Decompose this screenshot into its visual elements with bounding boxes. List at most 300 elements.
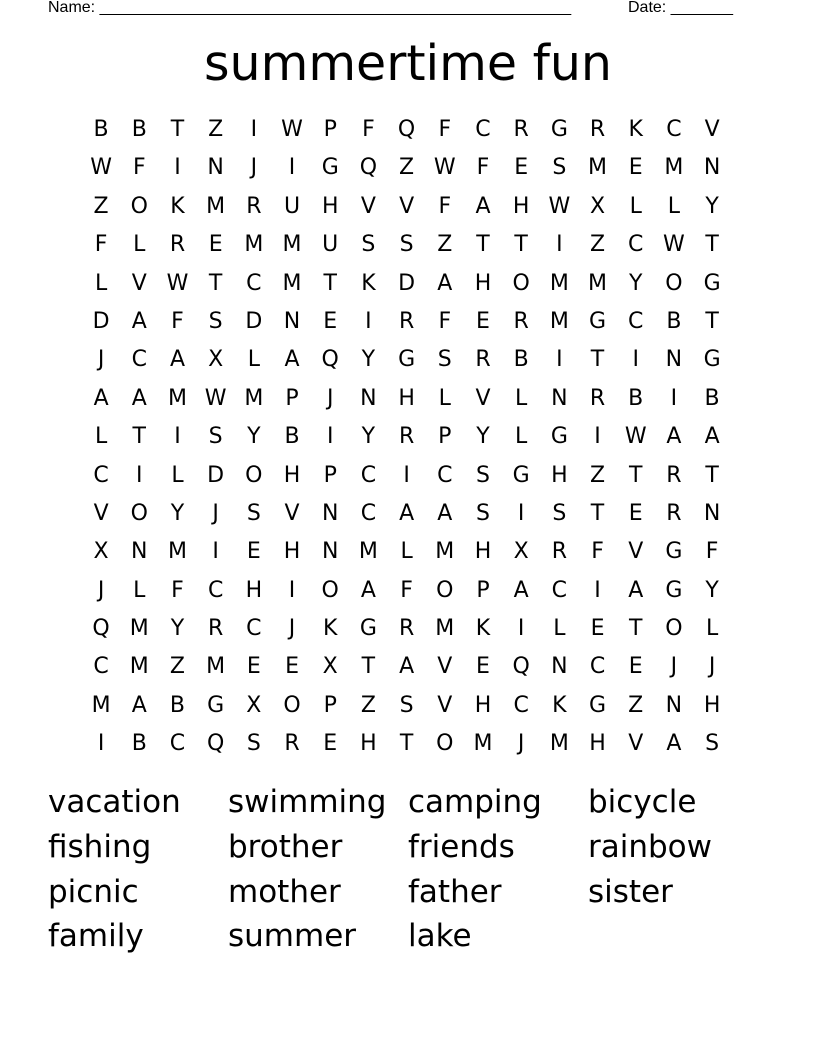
- grid-letter: B: [169, 692, 186, 718]
- grid-letter: R: [551, 539, 567, 565]
- grid-letter: M: [167, 385, 187, 411]
- grid-letter: A: [628, 577, 644, 603]
- grid-letter: Z: [208, 117, 224, 142]
- grid-letter: Y: [361, 424, 376, 450]
- grid-letter: F: [400, 577, 413, 603]
- grid-letter: M: [549, 270, 569, 296]
- grid-letter: K: [552, 692, 567, 718]
- grid-letter: R: [589, 117, 606, 142]
- grid-letter: F: [94, 232, 108, 258]
- grid-letter: A: [437, 270, 453, 296]
- grid-row: [82, 188, 732, 226]
- grid-letter: L: [629, 193, 642, 219]
- grid-letter: P: [323, 692, 337, 718]
- grid-letter: F: [362, 117, 375, 142]
- grid-letter: G: [550, 424, 568, 450]
- grid-letter: K: [628, 117, 643, 142]
- grid-letter: N: [703, 155, 721, 181]
- grid-letter: M: [664, 155, 684, 181]
- grid-letter: D: [245, 308, 263, 334]
- grid-letter: A: [399, 500, 415, 526]
- grid-letter: H: [703, 692, 721, 718]
- grid-letter: V: [399, 193, 415, 219]
- grid-letter: T: [705, 308, 719, 334]
- grid-letter: S: [399, 692, 414, 718]
- grid-letter: T: [590, 347, 605, 373]
- grid-letter: S: [552, 500, 567, 526]
- grid-letter: I: [632, 347, 639, 373]
- grid-letter: Q: [206, 731, 225, 757]
- grid-letter: G: [512, 462, 530, 488]
- grid-letter: I: [517, 616, 525, 642]
- grid-letter: J: [326, 385, 334, 411]
- grid-letter: A: [475, 193, 491, 219]
- grid-letter: R: [398, 616, 415, 642]
- grid-letter: J: [670, 654, 678, 680]
- grid-letter: M: [167, 539, 187, 565]
- grid-row: [82, 687, 732, 725]
- grid-letter: H: [474, 270, 492, 296]
- grid-letter: M: [244, 232, 264, 258]
- grid-letter: M: [206, 654, 226, 680]
- grid-letter: O: [130, 500, 148, 526]
- grid-letter: C: [93, 462, 109, 488]
- grid-letter: H: [398, 385, 415, 411]
- grid-letter: N: [360, 385, 377, 411]
- grid-letter: C: [246, 270, 262, 296]
- name-field-line: Name: _____________________________________________________: [48, 0, 572, 16]
- grid-letter: Z: [628, 692, 644, 718]
- grid-letter: I: [517, 500, 525, 526]
- grid-letter: L: [247, 347, 260, 373]
- grid-letter: A: [131, 385, 147, 411]
- grid-letter: X: [208, 347, 224, 373]
- grid-letter: E: [323, 731, 338, 757]
- grid-row: [82, 533, 732, 571]
- grid-letter: A: [131, 692, 147, 718]
- grid-letter: E: [628, 654, 643, 680]
- grid-letter: V: [437, 692, 453, 718]
- grid-letter: Z: [360, 692, 376, 718]
- grid-row: [82, 610, 732, 648]
- grid-letter: J: [250, 155, 258, 181]
- word-list-item: father: [408, 873, 502, 910]
- grid-letter: A: [284, 347, 300, 373]
- grid-letter: L: [94, 424, 108, 450]
- grid-letter: R: [398, 308, 415, 334]
- grid-letter: H: [283, 462, 301, 488]
- grid-letter: F: [438, 308, 452, 334]
- grid-letter: N: [207, 155, 224, 181]
- grid-letter: N: [665, 692, 683, 718]
- grid-letter: N: [131, 539, 148, 565]
- grid-row: [82, 725, 732, 763]
- grid-letter: B: [131, 117, 147, 142]
- grid-letter: Q: [321, 347, 339, 373]
- grid-letter: X: [246, 692, 262, 718]
- grid-letter: N: [665, 347, 683, 373]
- grid-letter: X: [589, 193, 606, 219]
- grid-letter: Z: [169, 654, 185, 680]
- grid-letter: M: [588, 155, 608, 181]
- grid-letter: E: [628, 155, 643, 181]
- grid-letter: F: [591, 539, 604, 565]
- grid-letter: Q: [512, 654, 530, 680]
- grid-letter: L: [515, 424, 528, 450]
- grid-letter: A: [131, 308, 147, 334]
- grid-letter: O: [665, 270, 683, 296]
- grid-letter: X: [93, 539, 109, 565]
- grid-letter: S: [361, 232, 376, 258]
- date-field-line: Date: _______: [628, 0, 733, 16]
- grid-letter: P: [323, 462, 337, 488]
- grid-letter: E: [628, 500, 643, 526]
- grid-letter: F: [132, 155, 146, 181]
- grid-letter: W: [204, 385, 227, 411]
- grid-letter: S: [705, 731, 720, 757]
- grid-letter: C: [437, 462, 453, 488]
- grid-letter: U: [283, 193, 301, 219]
- grid-letter: I: [670, 385, 678, 411]
- word-list-item: brother: [228, 828, 343, 865]
- grid-letter: J: [97, 347, 105, 373]
- grid-letter: E: [246, 539, 261, 565]
- grid-letter: H: [321, 193, 339, 219]
- grid-letter: T: [399, 731, 414, 757]
- grid-letter: I: [594, 577, 601, 603]
- grid-letter: I: [250, 117, 258, 142]
- grid-letter: L: [438, 385, 451, 411]
- grid-letter: E: [246, 654, 261, 680]
- page-title: summertime fun: [204, 35, 612, 92]
- word-list-item: friends: [408, 828, 515, 865]
- grid-letter: H: [283, 539, 301, 565]
- grid-letter: V: [93, 500, 109, 526]
- grid-letter: O: [321, 577, 339, 603]
- word-search-grid: [82, 111, 732, 764]
- grid-letter: M: [588, 270, 608, 296]
- word-list-item: mother: [228, 873, 341, 910]
- grid-letter: B: [131, 731, 147, 757]
- grid-letter: H: [551, 462, 568, 488]
- grid-letter: C: [169, 731, 186, 757]
- grid-letter: M: [282, 270, 302, 296]
- grid-letter: C: [628, 232, 644, 258]
- word-list-item: camping: [408, 784, 542, 820]
- grid-letter: S: [208, 308, 223, 334]
- grid-letter: V: [284, 500, 300, 526]
- grid-letter: W: [90, 155, 112, 181]
- word-list-item: picnic: [48, 873, 139, 910]
- grid-letter: C: [360, 462, 377, 488]
- grid-letter: T: [170, 117, 185, 142]
- grid-letter: S: [475, 462, 490, 488]
- grid-letter: N: [321, 539, 339, 565]
- grid-letter: R: [169, 232, 186, 258]
- grid-letter: G: [665, 577, 683, 603]
- word-list-item: vacation: [48, 784, 181, 820]
- grid-letter: L: [133, 232, 146, 258]
- grid-letter: B: [666, 308, 682, 334]
- grid-letter: D: [398, 270, 416, 296]
- grid-letter: P: [323, 117, 337, 142]
- grid-letter: V: [704, 117, 720, 142]
- grid-letter: V: [360, 193, 376, 219]
- grid-letter: W: [166, 270, 189, 296]
- grid-letter: P: [438, 424, 452, 450]
- grid-row: [82, 303, 732, 341]
- grid-letter: R: [666, 500, 682, 526]
- grid-row: [82, 226, 732, 264]
- grid-letter: T: [628, 462, 643, 488]
- grid-letter: H: [474, 539, 492, 565]
- grid-letter: A: [666, 424, 682, 450]
- grid-letter: M: [358, 539, 378, 565]
- grid-letter: C: [513, 692, 529, 718]
- word-list-item: fishing: [48, 828, 152, 865]
- grid-letter: T: [628, 616, 643, 642]
- grid-letter: E: [476, 654, 490, 680]
- grid-letter: W: [548, 193, 571, 219]
- grid-letter: C: [628, 308, 644, 334]
- grid-letter: I: [556, 347, 563, 373]
- grid-row: [82, 341, 732, 379]
- grid-letter: G: [589, 308, 607, 334]
- grid-row: [82, 418, 732, 456]
- grid-letter: S: [246, 731, 261, 757]
- grid-letter: O: [130, 193, 148, 219]
- grid-letter: J: [708, 654, 716, 680]
- grid-row: [82, 149, 732, 187]
- grid-letter: R: [398, 424, 415, 450]
- grid-letter: W: [281, 117, 303, 142]
- grid-letter: Z: [399, 155, 415, 181]
- grid-letter: G: [703, 270, 721, 296]
- grid-letter: W: [624, 424, 647, 450]
- grid-letter: S: [437, 347, 452, 373]
- grid-letter: R: [513, 117, 529, 142]
- grid-letter: X: [513, 539, 529, 565]
- grid-letter: E: [323, 308, 338, 334]
- grid-letter: L: [94, 270, 108, 296]
- grid-letter: Z: [93, 193, 109, 219]
- grid-letter: C: [246, 616, 262, 642]
- grid-letter: T: [323, 270, 337, 296]
- grid-letter: T: [590, 500, 605, 526]
- grid-letter: L: [171, 462, 184, 488]
- grid-letter: I: [136, 462, 143, 488]
- grid-letter: M: [549, 731, 569, 757]
- grid-letter: Z: [589, 462, 606, 488]
- grid-letter: M: [206, 193, 226, 219]
- grid-letter: H: [360, 731, 377, 757]
- grid-letter: I: [326, 424, 334, 450]
- grid-letter: W: [663, 232, 685, 258]
- grid-letter: B: [284, 424, 300, 450]
- grid-letter: R: [475, 347, 491, 373]
- grid-letter: E: [590, 616, 605, 642]
- grid-letter: Y: [170, 500, 185, 526]
- grid-letter: S: [399, 232, 414, 258]
- grid-letter: A: [399, 654, 415, 680]
- grid-letter: V: [628, 731, 644, 757]
- grid-letter: N: [551, 385, 568, 411]
- grid-letter: I: [365, 308, 372, 334]
- grid-letter: N: [321, 500, 339, 526]
- grid-row: [82, 265, 732, 303]
- grid-letter: S: [552, 155, 567, 181]
- grid-letter: T: [705, 462, 719, 488]
- grid-letter: I: [594, 424, 601, 450]
- grid-letter: G: [703, 347, 721, 373]
- grid-letter: S: [208, 424, 223, 450]
- grid-letter: I: [403, 462, 410, 488]
- grid-letter: K: [323, 616, 338, 642]
- grid-letter: C: [589, 654, 606, 680]
- grid-letter: R: [208, 616, 224, 642]
- grid-letter: H: [589, 731, 606, 757]
- grid-letter: V: [131, 270, 147, 296]
- grid-letter: R: [513, 308, 529, 334]
- grid-letter: L: [553, 616, 566, 642]
- grid-letter: G: [550, 117, 568, 142]
- grid-letter: A: [360, 577, 376, 603]
- grid-letter: Y: [247, 424, 261, 450]
- grid-letter: M: [129, 616, 149, 642]
- grid-letter: Y: [705, 577, 719, 603]
- word-list-item: swimming: [228, 784, 387, 820]
- grid-letter: G: [207, 692, 225, 718]
- grid-letter: I: [212, 539, 219, 565]
- grid-row: [82, 648, 732, 686]
- grid-letter: O: [512, 270, 530, 296]
- grid-letter: G: [665, 539, 683, 565]
- grid-letter: H: [474, 692, 492, 718]
- grid-letter: K: [170, 193, 185, 219]
- grid-letter: K: [475, 616, 491, 642]
- word-list-item: sister: [588, 873, 673, 910]
- grid-letter: O: [245, 462, 263, 488]
- grid-letter: I: [97, 731, 105, 757]
- grid-letter: E: [514, 155, 529, 181]
- grid-letter: M: [435, 539, 455, 565]
- grid-letter: O: [436, 577, 454, 603]
- grid-letter: N: [703, 500, 721, 526]
- grid-letter: Y: [476, 424, 490, 450]
- grid-letter: P: [285, 385, 299, 411]
- grid-letter: O: [436, 731, 454, 757]
- grid-letter: L: [133, 577, 146, 603]
- grid-letter: Y: [170, 616, 185, 642]
- grid-letter: V: [628, 539, 644, 565]
- grid-letter: E: [208, 232, 223, 258]
- grid-letter: Y: [628, 270, 643, 296]
- grid-letter: T: [705, 232, 719, 258]
- grid-row: [82, 572, 732, 610]
- grid-letter: V: [475, 385, 491, 411]
- grid-letter: P: [476, 577, 490, 603]
- word-list-item: lake: [408, 918, 472, 955]
- grid-letter: H: [512, 193, 530, 219]
- grid-letter: F: [476, 155, 490, 181]
- grid-letter: L: [515, 385, 528, 411]
- grid-letter: M: [282, 232, 302, 258]
- word-list-item: rainbow: [588, 828, 712, 865]
- grid-letter: T: [132, 424, 146, 450]
- grid-letter: A: [169, 347, 185, 373]
- grid-letter: C: [551, 577, 568, 603]
- grid-letter: T: [514, 232, 528, 258]
- grid-row: [82, 380, 732, 418]
- grid-row: [82, 111, 732, 149]
- grid-letter: G: [321, 155, 339, 181]
- grid-letter: I: [288, 155, 296, 181]
- grid-letter: M: [435, 616, 455, 642]
- grid-letter: O: [283, 692, 301, 718]
- grid-letter: I: [174, 424, 181, 450]
- word-list-item: summer: [228, 918, 357, 955]
- grid-letter: C: [475, 117, 491, 142]
- grid-letter: J: [517, 731, 525, 757]
- grid-letter: S: [246, 500, 261, 526]
- grid-letter: Y: [705, 193, 719, 219]
- grid-letter: H: [245, 577, 263, 603]
- grid-letter: F: [705, 539, 719, 565]
- grid-letter: F: [438, 117, 452, 142]
- grid-row: [82, 495, 732, 533]
- grid-letter: I: [556, 232, 563, 258]
- grid-letter: Z: [589, 232, 606, 258]
- grid-letter: W: [433, 155, 456, 181]
- grid-letter: J: [212, 500, 219, 526]
- grid-letter: G: [398, 347, 416, 373]
- grid-letter: M: [129, 654, 149, 680]
- grid-letter: O: [665, 616, 683, 642]
- grid-letter: N: [551, 654, 568, 680]
- grid-letter: C: [93, 654, 109, 680]
- grid-letter: T: [361, 654, 376, 680]
- grid-letter: K: [361, 270, 376, 296]
- grid-letter: F: [438, 193, 452, 219]
- word-list-item: bicycle: [588, 784, 697, 820]
- grid-row: [82, 457, 732, 495]
- grid-letter: L: [705, 616, 719, 642]
- grid-letter: L: [400, 539, 413, 565]
- grid-letter: G: [359, 616, 377, 642]
- grid-letter: Y: [361, 347, 376, 373]
- grid-letter: J: [97, 577, 105, 603]
- grid-letter: Z: [437, 232, 453, 258]
- grid-letter: A: [437, 500, 453, 526]
- word-list: [48, 781, 768, 960]
- grid-letter: B: [628, 385, 644, 411]
- grid-letter: M: [549, 308, 569, 334]
- grid-letter: B: [513, 347, 529, 373]
- grid-letter: J: [288, 616, 296, 642]
- grid-letter: R: [589, 385, 606, 411]
- grid-letter: Q: [92, 616, 110, 642]
- grid-letter: V: [437, 654, 453, 680]
- grid-letter: C: [131, 347, 147, 373]
- grid-letter: F: [171, 308, 184, 334]
- grid-letter: L: [667, 193, 681, 219]
- grid-letter: M: [244, 385, 264, 411]
- grid-letter: C: [207, 577, 224, 603]
- grid-letter: E: [285, 654, 299, 680]
- grid-letter: Q: [397, 117, 416, 142]
- grid-letter: M: [91, 692, 111, 718]
- grid-letter: A: [513, 577, 529, 603]
